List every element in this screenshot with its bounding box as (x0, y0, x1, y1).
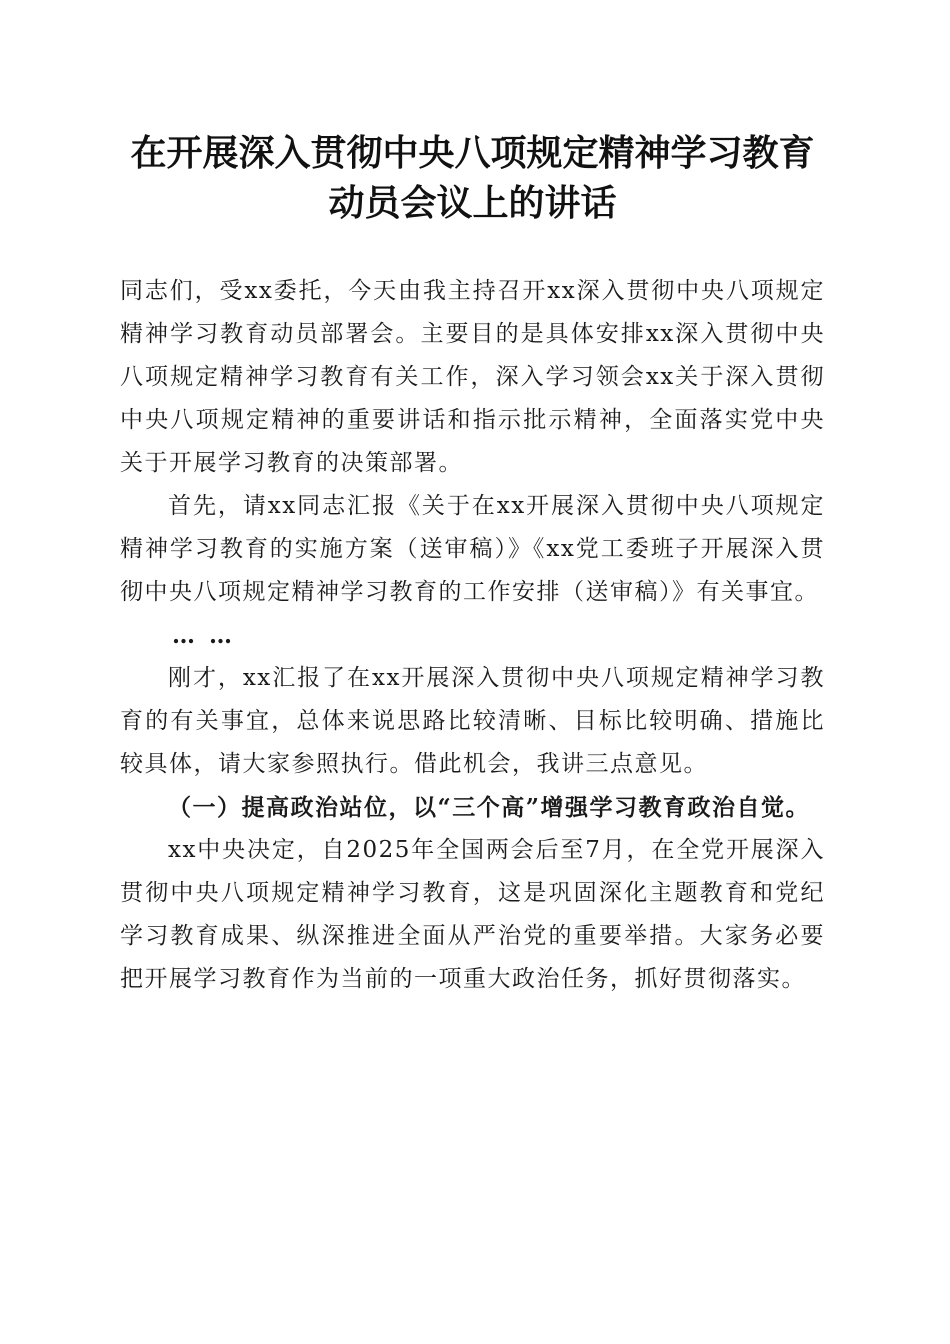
section-1-paragraph: xx中央决定，自2025年全国两会后至7月，在全党开展深入贯彻中央八项规定精神学习教育，这是巩固深化主题教育和党纪学习教育成果、纵深推进全面从严治党的重要举措。大家务必要把开展学习教育作为当前的一项重大政治任务，抓好贯彻落实。 (120, 837, 825, 992)
section-heading-1: （一）提高政治站位，以“三个高”增强学习教育政治自觉。 (168, 794, 810, 821)
document-body (120, 270, 825, 1001)
opening-paragraph: 同志们，受xx委托，今天由我主持召开xx深入贯彻中央八项规定精神学习教育动员部署会。主要目的是具体安排xx深入贯彻中央八项规定精神学习教育有关工作，深入学习领会xx关于深入贯彻中央八项规定精神的重要讲话和指示批示精神，全面落实党中央关于开展学习教育的决策部署。 (120, 278, 825, 476)
document-page (120, 128, 825, 1001)
document-title: 在开展深入贯彻中央八项规定精神学习教育动员会议上的讲话 (130, 132, 815, 224)
report-request-paragraph: 首先，请xx同志汇报《关于在xx开展深入贯彻中央八项规定精神学习教育的实施方案（送审稿）》《xx党工委班子开展深入贯彻中央八项规定精神学习教育的工作安排（送审稿）》有关事宜。 (120, 493, 825, 605)
summary-paragraph: 刚才，xx汇报了在xx开展深入贯彻中央八项规定精神学习教育的有关事宜，总体来说思路比较清晰、目标比较明确、措施比较具体，请大家参照执行。借此机会，我讲三点意见。 (120, 665, 825, 777)
ellipsis-separator: …… (172, 622, 246, 649)
